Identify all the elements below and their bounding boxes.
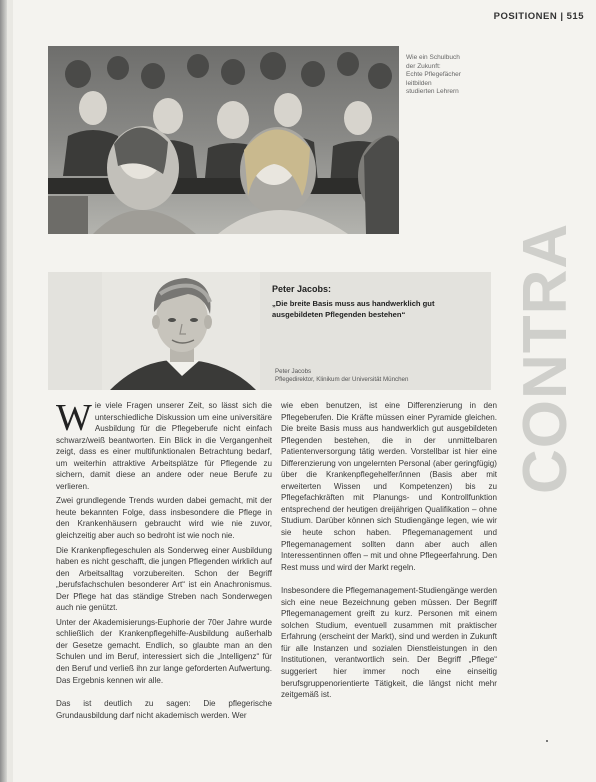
- article-paragraph: Wie viele Fragen unserer Zeit, so lässt sich die unterschiedliche Diskussion um eine universitäre Ausbildung für die Pflegeberufe nicht einfach schwarz/weiß beantworten. Ein Blick in die Vergangenheit zeigt, dass es einer multifunktionalen Betrachtung bedarf, um weiterhin attraktive Arbeitsplätze für Pflegende zu sichern, damit diese an andere oder neue Berufe zu verlieren.: [56, 397, 272, 491]
- article-paragraph: Das ist deutlich zu sagen: Die pflegerische Grundausbildung darf nicht akademisch werden. Wer: [56, 699, 272, 720]
- page-spine-shadow: [0, 0, 7, 782]
- article-column-left: [56, 397, 272, 724]
- author-role-line: Pflegedirektor, Klinikum der Universität München: [275, 376, 409, 384]
- author-name-line: Peter Jacobs: [275, 368, 312, 375]
- interviewee-name: Peter Jacobs:: [272, 284, 332, 294]
- article-paragraph: wie eben benutzen, ist eine Differenzierung in den Pflegeberufen. Die Kräfte müssen einer Pyramide gleichen. Die breite Basis muss aus handwerklich gut ausgebildeten Pflegenden bestehen, die in der unmittelbaren Patientenversorgung tätig werden. Vorstellbar ist hier eine Differenzierung von ungelernten Personal (aber geringfügig) über die Krankenpflegehelfer/innen (Basis aber mit erweiterten Wissen und Kompetenzen) bis zu Pflegefachkräften mit Planungs- und Kontrollfunktion entsprechend der heutigen dreijährigen Qualifikation – ohne Studium. Darüber können sich Studiengänge legen, wie wir sie heute schon haben. Pflegemanagement und Pflegemanagement sollten dann aber auch allen Interessentinnen offen – mit und ohne Pflegeerfahrung. Den Rest muss und wird der Markt regeln.: [281, 401, 497, 572]
- article-paragraph: Insbesondere die Pflegemanagement-Studiengänge werden sich eine neue Bezeichnung geben müssen. Der Begriff Pflegemanagement greift zu kurz. Personen mit einem solchen Studium, eventuell zusammen mit praktischer Erfahrung (erscheint der Markt), sind und werden in Zukunft für alle Instanzen und sozialen Dienstleistungen in den Institutionen, verantwortlich sein. Der Begriff „Pflege“ suggeriert hier immer noch eine einseitig berufsgruppenorientierte Tätigkeit, die längst nicht mehr zeitgemäß ist.: [281, 586, 497, 700]
- article-column-right: [281, 400, 497, 704]
- interview-quote: „Die breite Basis muss aus handwerklich gut ausgebildeten Pflegenden bestehen“: [272, 299, 435, 319]
- lecture-hall-photo: [48, 46, 399, 234]
- contra-side-label: CONTRA: [511, 222, 580, 494]
- author-portrait: [102, 272, 260, 390]
- photo-caption: Wie ein Schulbuch der Zukunft: Echte Pflegefächer leitbilden studierten Lehrern: [406, 54, 461, 96]
- page-mark: [546, 740, 548, 742]
- running-head: POSITIONEN | 515: [493, 11, 584, 22]
- author-info: [275, 368, 408, 385]
- article-paragraph: Zwei grundlegende Trends wurden dabei gemacht, mit der heute bekannten Folge, dass insbesondere die Pflege in den Krankenhäusern gebraucht wird wie nie zuvor, gleichzeitig aber auch so bedroht ist wie noch nie.: [56, 496, 272, 541]
- article-paragraph: Unter der Akademisierungs-Euphorie der 70er Jahre wurde schließlich der Krankenpflegehilfe-Ausbildung außerhalb der Gesetze gemacht. Endlich, so glaubte man an den Schulen und im Beruf, interessiert sich die „Intelligenz“ für den Beruf und verließ ihn zur lange geforderten Aufwertung. Das Ergebnis kennen wir alle.: [56, 617, 272, 685]
- article-paragraph: Die Krankenpflegeschulen als Sonderweg einer Ausbildung haben es nicht geschafft, die jungen Pflegenden wirklich auf den Arbeitsalltag vorzubereiten. Schon der Begriff „berufsfachschulen besonderer Art“ ist ein Anachronismus. Der Pflege hat das ständige Streben nach Sonderwegen auch nie genützt.: [56, 545, 272, 613]
- drop-cap: W: [56, 397, 92, 439]
- page-spine-gutter: [7, 0, 13, 782]
